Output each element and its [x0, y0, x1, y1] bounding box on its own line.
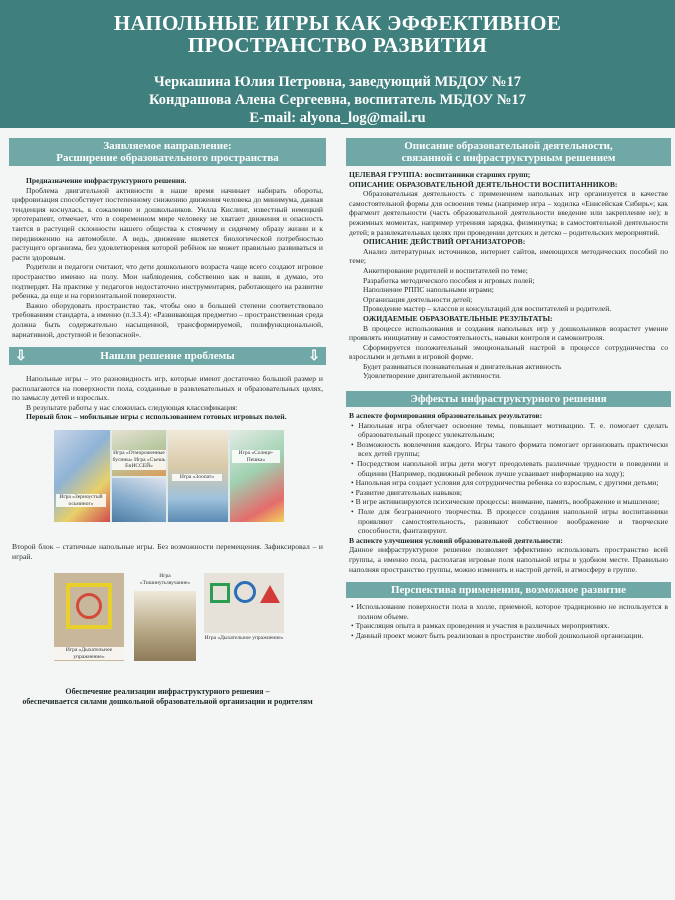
effect-item-text: Поле для безграничного творчества. В процессе создания напольной игры воспитанники проявляют самостоятельность, развивают собственное воображение и творческие способности, фантазируют.	[357, 507, 668, 536]
photo-game-board-3	[112, 478, 166, 522]
effect-item: • Посредством напольной игры дети могут преодолевать различные трудности в поведении и общении (Например, подвижный ребенок лучше усваивает информацию на ходу);	[351, 459, 669, 478]
poster-title	[0, 0, 675, 56]
block-2-text: Второй блок – статичные напольные игры. Без возможности перемещения. Зафиксировал – и играй.	[12, 542, 323, 561]
purpose-paragraph-3: Важно оборудовать пространство так, чтобы оно в большей степени соответствовало требованиям стандарта, а именно (п.3.3.4): «Развивающая предметно – пространственная среда должна быть содержательно насыщенной, трансформируемой, полифункциональной, вариативной, доступной и безопасной».	[12, 300, 323, 339]
footer-note	[9, 687, 326, 707]
title-line-2: ПРОСТРАНСТВО РАЗВИТИЯ	[187, 33, 488, 57]
effect-item: • Развитие двигательных навыков;	[351, 487, 462, 497]
solution-section	[9, 374, 326, 422]
organizers-title: ОПИСАНИЕ ДЕЙСТВИЙ ОРГАНИЗАТОРОВ:	[363, 237, 526, 247]
effect-item: • Возможность вовлечения каждого. Игры такого формата помогает организовать практически всех детей группы;	[351, 439, 669, 459]
photo-caption: Игра «Дыхательное упражнение»	[204, 635, 284, 642]
direction-bar-line-1: Заявляемое направление:	[103, 140, 232, 152]
effects-bar-label: Эффекты инфраструктурного решения	[410, 393, 607, 406]
activity-bar	[346, 138, 671, 166]
photo-collage-static-games	[54, 573, 284, 661]
prospect-item: • Использование поверхности пола в холле, приемной, которое традиционно не используется в полном объеме.	[351, 602, 669, 621]
organizer-item: Анализ литературных источников, интернет сайтов, имеющихся методических пособий по теме;	[349, 246, 668, 266]
photo-static-game-3	[204, 573, 284, 633]
effect-item-text: Развитие двигательных навыков;	[355, 487, 462, 497]
effect-item: • Напольная игра создает условия для сотрудничества ребенка со взрослым, с другими детьми;	[351, 478, 659, 488]
solution-bar	[9, 347, 326, 365]
effect-item-text: Возможность вовлечения каждого. Игры такого формата помогает организовать практически всех детей группы;	[356, 439, 669, 459]
conditions-title: В аспекте улучшения условий образовательной деятельности:	[349, 535, 563, 545]
prospect-item-text: Данный проект может быть реализован в пространстве любой дошкольной организации.	[355, 630, 644, 640]
effects-section	[346, 411, 671, 574]
organizer-item: Анкетирование родителей и воспитателей по теме;	[363, 265, 528, 275]
effect-item-text: Посредством напольной игры дети могут преодолевать различные трудности в поведении и общении (Например, подвижный ребенок лучше усваивает информацию на ходу);	[356, 459, 669, 478]
left-column	[9, 138, 326, 895]
effect-item: • В игре активизируются психические процессы: внимание, память, воображение и мышление;	[351, 497, 660, 507]
target-group: ЦЕЛЕВАЯ ГРУППА: воспитанники старших групп;	[349, 170, 531, 179]
activity-bar-line-2: связанной с инфраструктурным решением	[401, 152, 616, 164]
solution-bar-label: Нашли решение проблемы	[100, 350, 235, 363]
photo-game-board-5	[230, 430, 284, 522]
description-title: ОПИСАНИЕ ОБРАЗОВАТЕЛЬНОЙ ДЕЯТЕЛЬНОСТИ ВОСПИТАННИКОВ:	[349, 179, 618, 189]
block-1-text: Первый блок – мобильные игры с использованием готовых игровых полей.	[26, 412, 287, 422]
activity-bar-line-1: Описание образовательной деятельности,	[404, 140, 613, 152]
photo-caption: Игра «Отмороженные бусины» Игра «Съешь ЕнИССЕЙ»	[112, 450, 166, 470]
photo-game-board-1	[54, 430, 110, 522]
solution-paragraph-2: В результате работы у нас сложилась следующая классификация:	[26, 402, 238, 412]
conditions-text: Данное инфраструктурное решение позволяет эффективно использовать пространство всей группы, а именно пола, располагая игровые поля напольной игры в удобном месте. Правильно наполняя пространство группы, можно изменить и настрой детей, и атмосферу в группе.	[349, 545, 668, 574]
result-item: Удовлетворение двигательной активности.	[363, 371, 502, 381]
organizer-item: Проведение мастер – классов и консультаций для воспитателей и родителей.	[363, 304, 612, 314]
effects-intro: В аспекте формирования образовательных результатов:	[349, 411, 543, 421]
effect-item: • Поле для безграничного творчества. В процессе создания напольной игры воспитанники проявляют самостоятельность, развивают собственное воображение и творческие способности, фантазируют.	[351, 507, 668, 536]
results-title: ОЖИДАЕМЫЕ ОБРАЗОВАТЕЛЬНЫЕ РЕЗУЛЬТАТЫ:	[363, 313, 553, 323]
footer-line-1: Обеспечение реализации инфраструктурного решения –	[65, 687, 270, 697]
prospect-item-text: Трансляция опыта в рамках проведения и участия в различных мероприятиях.	[355, 621, 610, 631]
poster-header	[0, 0, 675, 128]
result-item: В процессе использования и создания напольных игр у дошкольников возрастет умение проявлять инициативу и самостоятельность, навыки контроля и самоконтроля.	[349, 323, 668, 343]
block-2-section	[9, 542, 326, 561]
organizer-item: Разработка методического пособия и игровых полей;	[363, 275, 535, 285]
effect-item-text: Напольная игра создает условия для сотрудничества ребенка со взрослым, с другими детьми;	[355, 478, 659, 488]
prospect-item: • Трансляция опыта в рамках проведения и участия в различных мероприятиях.	[351, 621, 610, 631]
prospect-item: • Данный проект может быть реализован в пространстве любой дошкольной организации.	[351, 630, 644, 640]
footer-line-2: обеспечивается силами дошкольной образовательной организации и родителям	[22, 697, 313, 707]
effect-item-text: В игре активизируются психические процессы: внимание, память, воображение и мышление;	[355, 497, 660, 507]
direction-bar	[9, 138, 326, 166]
right-column	[346, 138, 671, 895]
result-item: Будет развиваться познавательная и двигательная активность	[363, 361, 562, 371]
description-text: Образовательная деятельность с применением напольных игр организуется в качестве самостоятельной формы для освоения темы (например игра – ходилка «Енисейская Сибирь»; как фрагмент деятельности (часть образовательной деятельности введение или закрепление не); в режимных моментах, например утренняя зарядка, физминутка; в самостоятельной деятельности детей; в развлекательных целях при проведении детских и детско – родительских мероприятий.	[349, 189, 668, 237]
effect-item-text: Напольная игра облегчает освоение темы, повышает мотивацию. Т. е. помогает сделать образовательный процесс увлекательным;	[358, 420, 668, 440]
prospect-bar-label: Перспектива применения, возможное развитие	[390, 584, 627, 597]
arrow-down-icon: ⇩	[308, 348, 320, 364]
arrow-down-icon: ⇩	[15, 348, 27, 364]
prospect-item-text: Использование поверхности пола в холле, приемной, которое традиционно не используется в полном объеме.	[356, 602, 669, 621]
title-line-1: НАПОЛЬНЫЕ ИГРЫ КАК ЭФФЕКТИВНОЕ	[113, 11, 562, 35]
photo-caption: Игра «Дыхательное упражнение»	[54, 647, 124, 660]
author-1: Черкашина Юлия Петровна, заведующий МБДОУ №17	[154, 74, 521, 90]
author-2: Кондрашова Алена Сергеевна, воспитатель МБДОУ №17	[148, 92, 527, 108]
photo-caption: Игра «Солнце-Пешка»	[232, 450, 280, 463]
photo-caption: Игра «Тишинутьзвучание»	[139, 573, 191, 586]
photo-collage-mobile-games	[54, 430, 284, 522]
prospect-bar	[346, 582, 671, 598]
direction-bar-line-2: Расширение образовательного пространства	[56, 152, 279, 164]
authors-block	[0, 56, 675, 127]
purpose-section	[9, 176, 326, 339]
prospect-section	[346, 602, 671, 640]
organizer-item: Организация деятельности детей;	[363, 294, 473, 304]
solution-paragraph-1: Напольные игры – это разновидность игр, которые имеют достаточно большой размер и располагаются на поверхности пола, созданные в развлекательных и образовательных целях, по замыслу детей и взрослых.	[12, 374, 323, 403]
email[interactable]: E-mail: alyona_log@mail.ru	[249, 110, 426, 126]
activity-section	[346, 170, 671, 381]
photo-caption: Игра «Зоопат»	[172, 474, 222, 481]
organizer-item: Наполнение РППС напольными играми;	[363, 285, 494, 295]
purpose-heading: Предназначение инфраструктурного решения.	[26, 176, 187, 185]
photo-caption: Игра «Зерноустый осьминог»	[56, 494, 106, 507]
result-item: Сформируется положительный эмоциональный настрой в процессе сотрудничества со взрослыми и детьми в игровой форме.	[349, 342, 668, 362]
photo-static-game-2	[134, 591, 196, 661]
effects-bar	[346, 391, 671, 407]
effect-item: • Напольная игра облегчает освоение темы, повышает мотивацию. Т. е. помогает сделать образовательный процесс увлекательным;	[351, 420, 668, 440]
purpose-paragraph-2: Родители и педагоги считают, что дети дошкольного возраста чаще всего создают игровое пространство именно на полу. Мои наблюдения, собственно как и ваши, я думаю, это подтвердят. На практике у педагогов недостаточно инструментария, работающего на развитие ребенка, да еще и на горизонтальной поверхности.	[12, 262, 323, 301]
purpose-paragraph-1: Проблема двигательной активности в наше время начинает набирать обороты, цифровизация способствует постепенному снижению движения человека до минимума, данная тенденция коснулась, к сожалению и дошкольников. Уилла Кислинг, известный немецкий эрготерапевт, отмечает, что в современном мире человеку не хватает движения и опасность таится в растущей склонности нашего общества к стоячему и сидячему образу жизни и к передвижению на автомобиле. А ведь, движение является биологической потребностью растущего организма, без удовлетворения которой ребёнок не может правильно развиваться и расти здоровым.	[12, 185, 323, 262]
